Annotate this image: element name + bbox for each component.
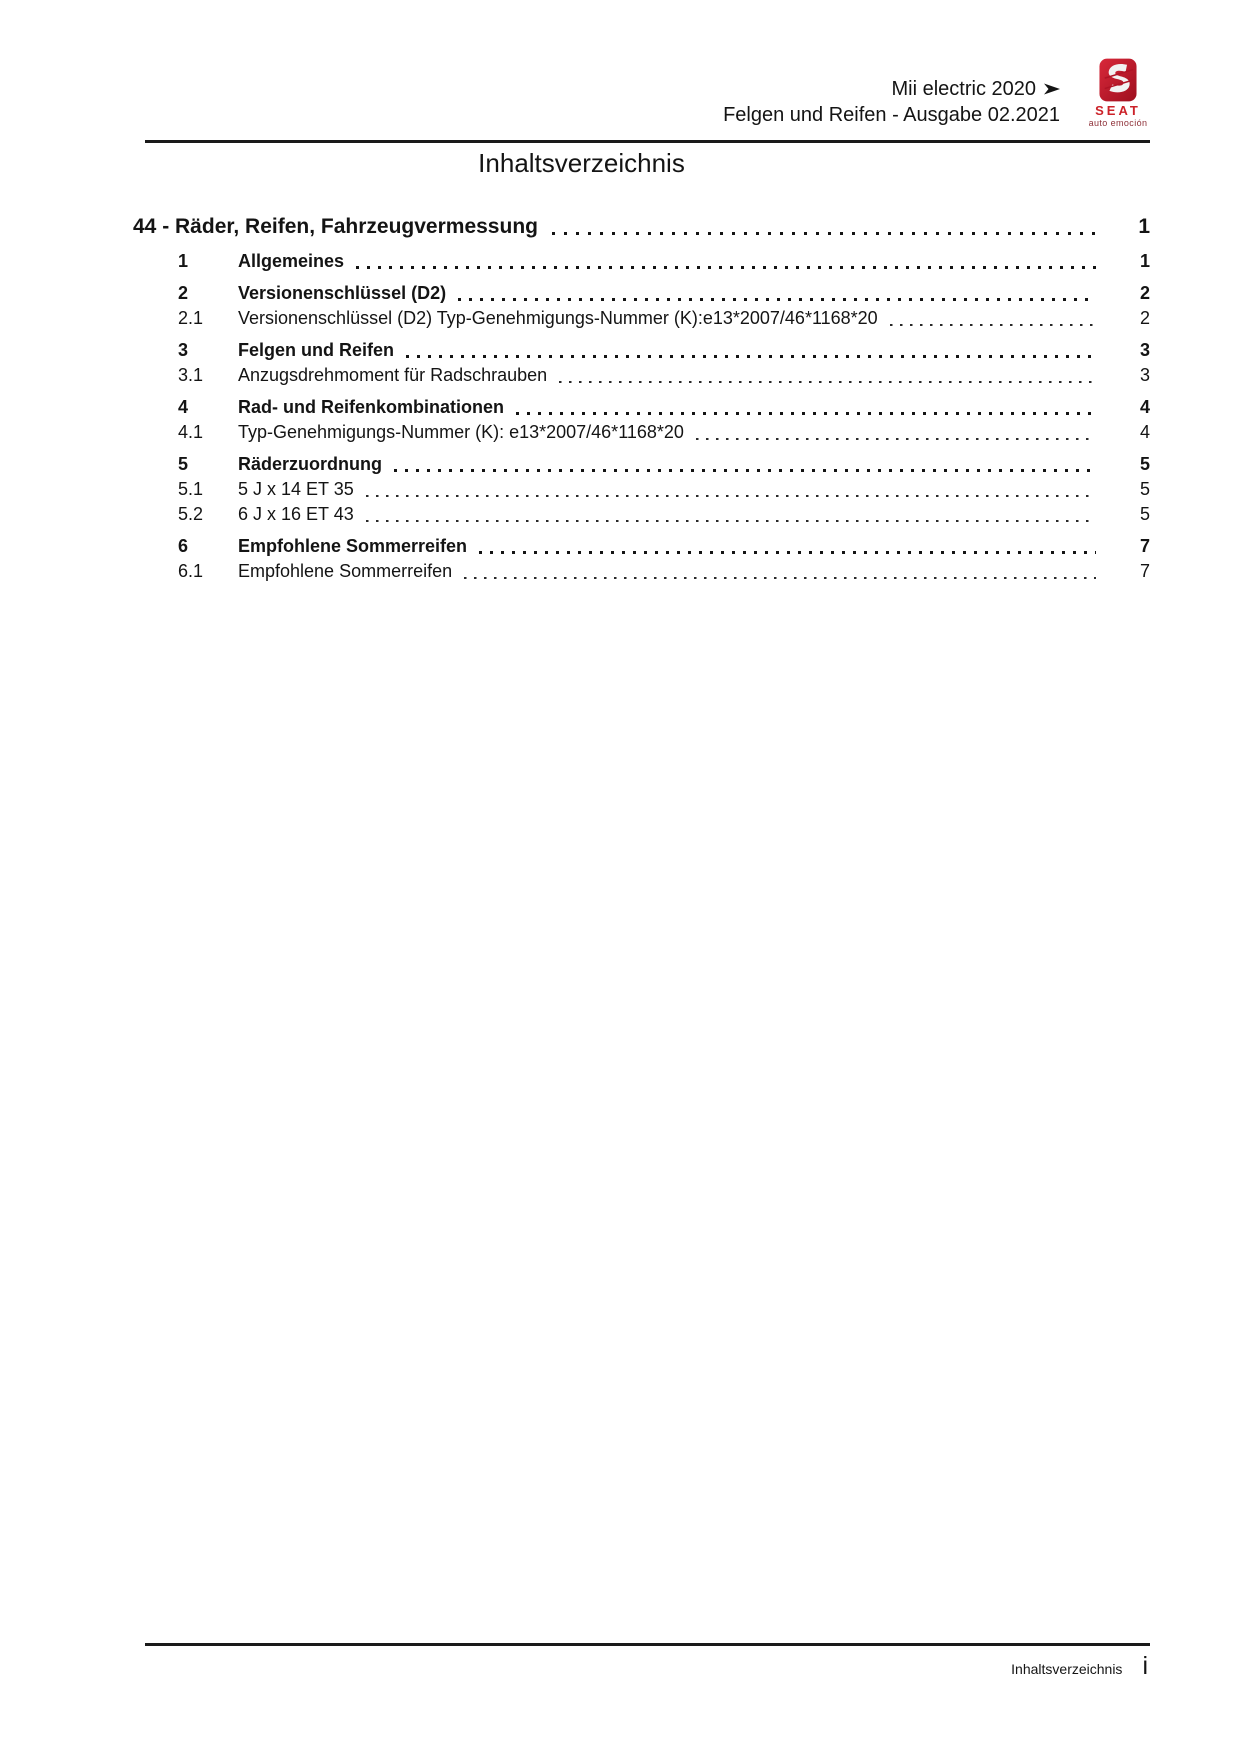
header-subject-text: Felgen und Reifen - Ausgabe 02.2021	[723, 104, 1060, 126]
toc-chapter-entry[interactable]	[133, 213, 1150, 241]
toc-entry-number: 2.1	[178, 308, 204, 328]
toc-entry-label: Anzugsdrehmoment für Radschrauben	[238, 365, 548, 385]
toc-entry-page: 5	[1139, 504, 1150, 524]
dotted-leader	[458, 298, 1096, 301]
dotted-leader	[479, 551, 1096, 554]
toc-entry-page: 2	[1139, 308, 1150, 328]
toc-entry-number: 6	[178, 536, 189, 556]
toc-entry-page: 7	[1139, 536, 1150, 556]
dotted-leader	[516, 412, 1096, 415]
toc-entry-label: Allgemeines	[238, 251, 345, 271]
toc-entry-label: Versionenschlüssel (D2)	[238, 283, 447, 303]
toc-entry-page: 3	[1139, 340, 1150, 360]
right-arrowhead-icon	[1044, 82, 1060, 96]
footer-page-number: i	[1142, 1652, 1148, 1680]
toc-entry[interactable]	[133, 452, 1150, 477]
toc-entry-page: 4	[1139, 397, 1150, 417]
page-header	[723, 76, 1060, 128]
toc-entry-label: Räderzuordnung	[238, 454, 382, 474]
dotted-leader	[366, 520, 1096, 523]
toc-entry-page: 2	[1139, 283, 1150, 303]
toc-entry-number: 3	[178, 340, 189, 360]
toc-chapter-label: 44 - Räder, Reifen, Fahrzeugvermessung	[133, 215, 538, 238]
toc-entry-page: 1	[1139, 251, 1150, 271]
toc-entry[interactable]	[133, 477, 1150, 502]
toc-entry-page: 5	[1139, 479, 1150, 499]
footer-rule	[145, 1643, 1150, 1646]
toc-entry[interactable]	[133, 502, 1150, 527]
dotted-leader	[356, 266, 1096, 269]
toc-entry-number: 6.1	[178, 561, 204, 581]
toc-entries	[133, 249, 1150, 584]
toc-entry[interactable]	[133, 363, 1150, 388]
toc-entry-number: 4	[178, 397, 189, 417]
toc-entry-label: Empfohlene Sommerreifen	[238, 561, 453, 581]
footer-section-label: Inhaltsverzeichnis	[1011, 1661, 1123, 1677]
toc-entry-label: Rad- und Reifenkombinationen	[238, 397, 505, 417]
toc-entry-number: 5.2	[178, 504, 204, 524]
toc-entry-number: 3.1	[178, 365, 204, 385]
dotted-leader	[696, 438, 1096, 441]
toc-entry-label: Typ-Genehmigungs-Nummer (K): e13*2007/46*1168*20	[238, 422, 684, 442]
toc-entry-label: Felgen und Reifen	[238, 340, 395, 360]
page-footer	[145, 1652, 1148, 1681]
toc-entry-label: Empfohlene Sommerreifen	[238, 536, 468, 556]
toc-entry-label: 5 J x 14 ET 35	[238, 479, 354, 499]
toc-entry[interactable]	[133, 249, 1150, 274]
table-of-contents	[133, 213, 1150, 584]
toc-entry-page: 3	[1139, 365, 1150, 385]
seat-brand-text: SEAT	[1095, 103, 1141, 118]
toc-chapter-page: 1	[1138, 215, 1150, 238]
dotted-leader	[464, 577, 1096, 580]
toc-entry-number: 5.1	[178, 479, 204, 499]
toc-entry-page: 4	[1139, 422, 1150, 442]
seat-logo	[1088, 58, 1148, 128]
header-model-text: Mii electric 2020	[891, 78, 1036, 100]
dotted-leader	[366, 495, 1096, 498]
toc-entry-number: 5	[178, 454, 189, 474]
toc-entry[interactable]	[133, 534, 1150, 559]
toc-entry-label: Versionenschlüssel (D2) Typ-Genehmigungs-Nummer (K):e13*2007/46*1168*20	[238, 308, 878, 328]
dotted-leader	[890, 324, 1096, 327]
toc-entry[interactable]	[133, 395, 1150, 420]
toc-entry-page: 5	[1139, 454, 1150, 474]
seat-s-emblem-icon	[1099, 58, 1137, 102]
toc-entry-number: 4.1	[178, 422, 204, 442]
dotted-leader	[394, 469, 1096, 472]
dotted-leader	[559, 381, 1096, 384]
seat-tagline-text: auto emoción	[1088, 118, 1148, 128]
toc-entry-page: 7	[1139, 561, 1150, 581]
toc-entry-label: 6 J x 16 ET 43	[238, 504, 354, 524]
toc-entry[interactable]	[133, 420, 1150, 445]
dotted-leader	[552, 232, 1096, 235]
header-model-line	[723, 76, 1060, 102]
page-title: Inhaltsverzeichnis	[478, 148, 685, 178]
toc-entry[interactable]	[133, 306, 1150, 331]
toc-entry[interactable]	[133, 281, 1150, 306]
toc-entry-number: 2	[178, 283, 189, 303]
toc-entry-number: 1	[178, 251, 189, 271]
toc-entry[interactable]	[133, 338, 1150, 363]
header-rule	[145, 140, 1150, 143]
dotted-leader	[406, 355, 1096, 358]
toc-entry[interactable]	[133, 559, 1150, 584]
